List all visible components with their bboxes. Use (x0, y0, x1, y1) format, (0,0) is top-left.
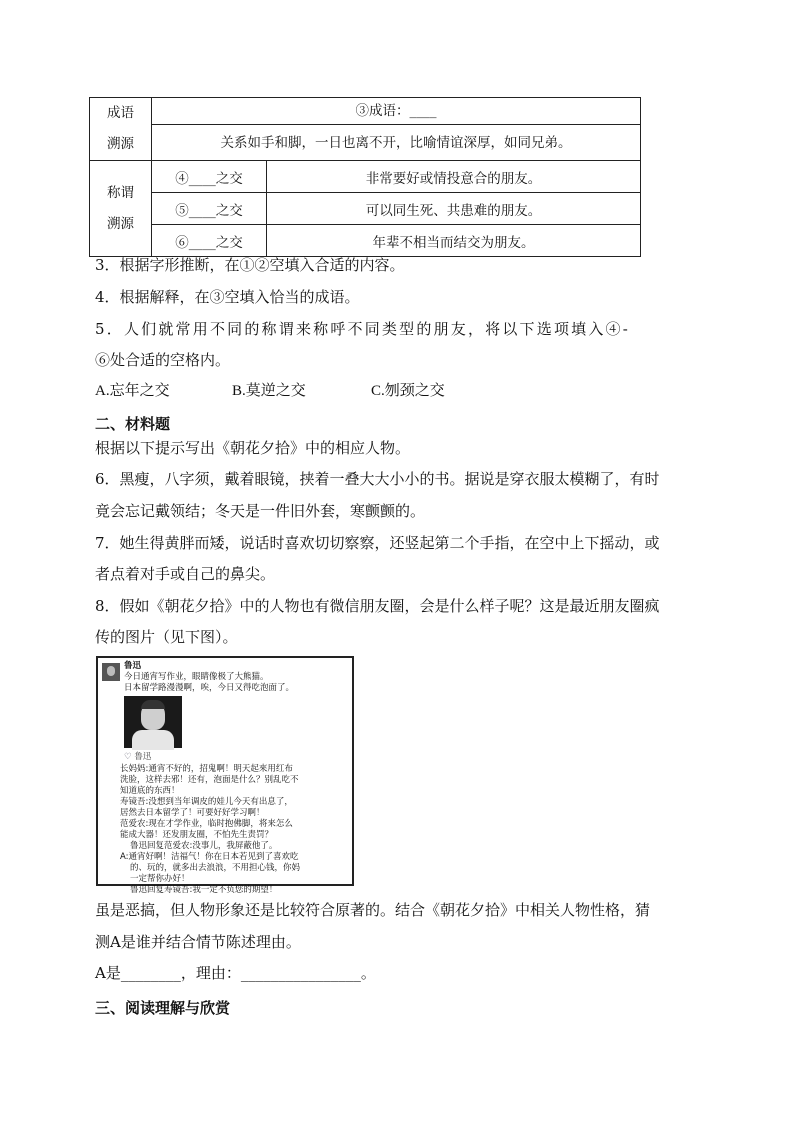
moments-post (124, 672, 352, 694)
section-2-intro: 根据以下提示写出《朝花夕拾》中的相应人物。 (95, 439, 411, 457)
category-cell-idiom (90, 98, 152, 161)
category-cell-title (90, 161, 152, 257)
question-7: 7．她生得黄胖而矮，说话时喜欢切切察察，还竖起第二个手指，在空中上下摇动，或 (95, 534, 660, 552)
question-3: 3．根据字形推断，在①②空填入合适的内容。 (95, 256, 405, 274)
title-desc-cell: 年辈不相当而结交为朋友。 (267, 225, 641, 257)
avatar (102, 663, 120, 681)
title-name-cell: ④____之交 (152, 161, 267, 193)
comment-line: 一定帮你办好！ (130, 874, 190, 884)
wechat-moments-image (96, 656, 354, 895)
section-2-heading: 二、材料题 (95, 415, 171, 433)
moments-author: 鲁迅 (124, 661, 142, 671)
idiom-definition-row (90, 125, 641, 161)
question-7-continued: 者点着对手或自己的鼻尖。 (95, 565, 276, 583)
comment-line: 的、玩的，就多出去浪浪，不用担心钱，你妈 (130, 863, 301, 873)
comment-line: 范爱农:现在才学作业，临时抱佛脚，将来怎么 (120, 819, 293, 829)
option-a: A.忘年之交 (95, 383, 170, 399)
category-text: 称谓 (107, 184, 134, 201)
origin-table (89, 97, 641, 257)
question-8-prompt: 虽是恶搞，但人物形象还是比较符合原著的。结合《朝花夕拾》中相关人物性格，猜 (95, 901, 651, 919)
title-desc-cell: 可以同生死、共患难的朋友。 (267, 193, 641, 225)
heart-icon: ♡ (124, 752, 132, 762)
comment-line: A:通宵好啊！洁福气！你在日本若见到了喜欢吃 (120, 852, 299, 862)
comment-line: 洗脸，这样去邪！还有，泡面是什么？别乱吃不 (120, 775, 299, 785)
question-8-prompt-continued: 测A是谁并结合情节陈述理由。 (95, 933, 301, 951)
post-line: 日本留学路漫漫啊，唉，今日又得吃泡面了。 (124, 683, 295, 693)
idiom-row (90, 98, 641, 125)
comment-line: 能成大器！还发朋友圈，不怕先生责罚？ (120, 830, 274, 840)
question-8: 8．假如《朝花夕拾》中的人物也有微信朋友圈，会是什么样子呢？这是最近朋友圈疯 (95, 597, 660, 615)
title-name-cell: ⑥____之交 (152, 225, 267, 257)
question-8-continued: 传的图片（见下图）。 (95, 628, 238, 646)
option-c: C.刎颈之交 (371, 383, 445, 399)
post-line: 今日通宵写作业，眼睛像极了大熊猫。 (124, 672, 269, 682)
question-5: 5．人们就常用不同的称谓来称呼不同类型的朋友，将以下选项填入④- (95, 320, 631, 338)
title-row (90, 225, 641, 257)
like-row (124, 752, 151, 763)
comment-line: 知道底的东西！ (120, 786, 180, 796)
category-text: 溯源 (107, 136, 134, 152)
title-row (90, 161, 641, 193)
question-4: 4．根据解释，在③空填入恰当的成语。 (95, 288, 360, 306)
title-desc-cell: 非常要好或情投意合的朋友。 (267, 161, 641, 193)
section-3-heading: 三、阅读理解与欣赏 (95, 999, 231, 1017)
idiom-blank-cell: ③成语：____ (152, 98, 641, 125)
question-6: 6．黑瘦，八字须，戴着眼镜，挟着一叠大大小小的书。据说是穿衣服太模糊了，有时 (95, 470, 660, 488)
title-name-cell: ⑤____之交 (152, 193, 267, 225)
category-text: 成语 (107, 105, 134, 121)
answer-line: A是________，理由：________________。 (95, 964, 376, 982)
option-b: B.莫逆之交 (232, 383, 306, 399)
category-text: 溯源 (107, 215, 134, 232)
portrait-photo (124, 696, 182, 748)
comment-line: 鲁迅回复寿镜吾:我一定不负您的期望！ (130, 885, 278, 895)
like-name: 鲁迅 (134, 752, 152, 762)
title-row (90, 193, 641, 225)
comment-line: 长妈妈:通宵不好的，招鬼啊！明天起來用红布 (120, 764, 293, 774)
idiom-definition-cell: 关系如手和脚，一日也离不开，比喻情谊深厚，如同兄弟。 (152, 125, 641, 161)
moments-comments (120, 764, 352, 896)
question-6-continued: 竟会忘记戴领结；冬天是一件旧外套，寒颤颤的。 (95, 502, 426, 520)
comment-line: 居然去日本留学了！可要好好学习啊！ (120, 808, 265, 818)
comment-line: 寿镜吾:没想到当年调皮的娃儿今天有出息了， (120, 797, 293, 807)
comment-line: 鲁迅回复范爱农:没事儿，我屏蔽他了。 (130, 841, 278, 851)
question-5-continued: ⑥处合适的空格内。 (95, 351, 231, 369)
